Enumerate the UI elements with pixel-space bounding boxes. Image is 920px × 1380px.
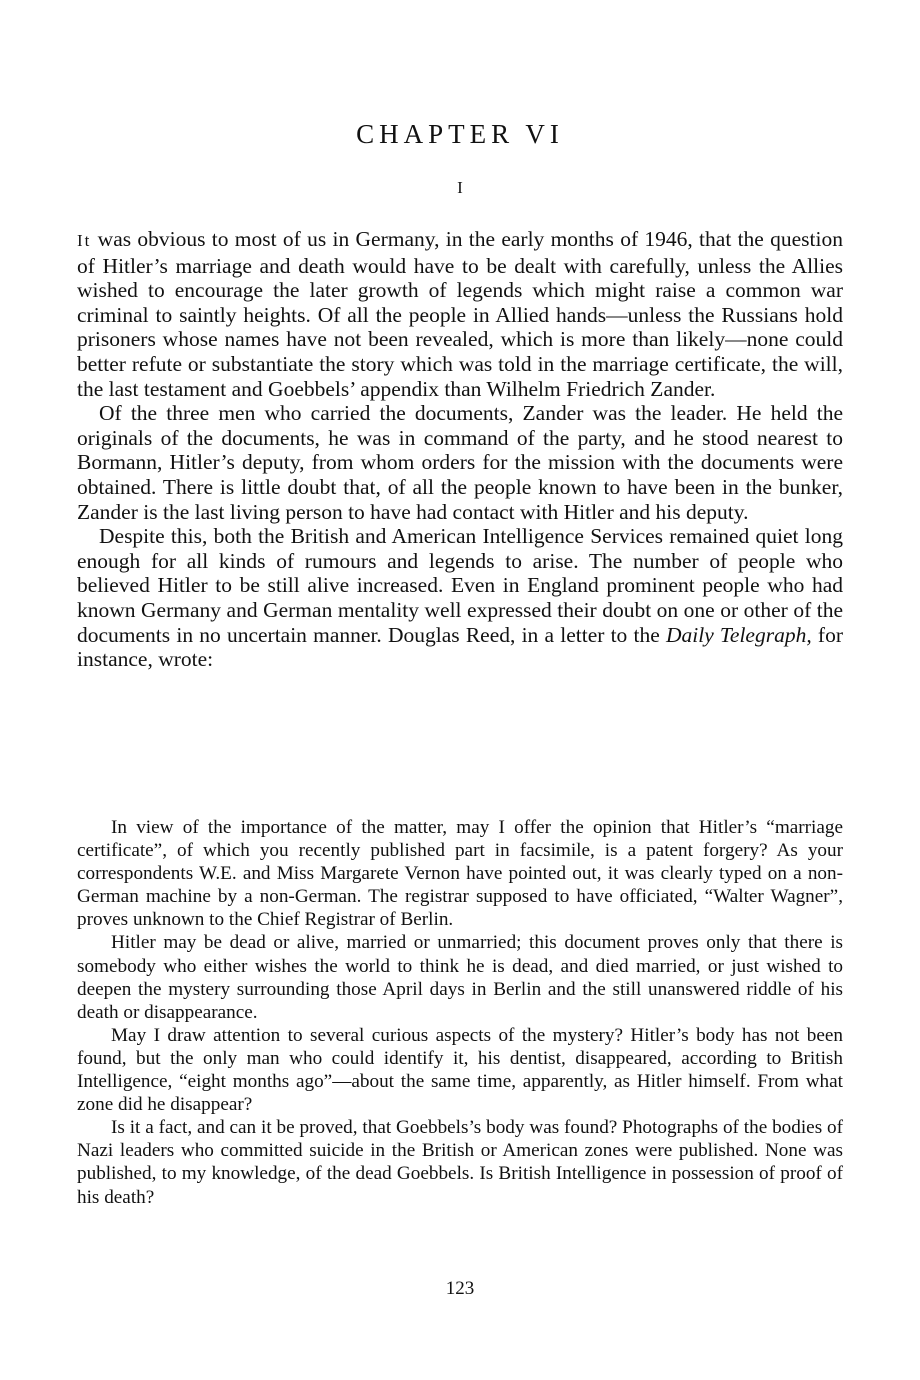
quote-paragraph-2: Hitler may be dead or alive, married or unmarried; this document proves only that there is somebody who either wishes the world to think he is dead, and died married, or just wished to deepen the mystery surrounding those April days in Berlin and the still unanswered riddle of his death or disappearance. bbox=[77, 932, 843, 1023]
quote-paragraph-4: Is it a fact, and can it be proved, that Goebbels’s body was found? Photographs of the bodies of Nazi leaders who committed suicide in the British or American zones were published. None was published, to my knowledge, of the dead Goebbels. Is British Intelligence in possession of proof of his death? bbox=[77, 1117, 843, 1208]
book-page bbox=[77, 0, 843, 1380]
quote-paragraph-1: In view of the importance of the matter, may I offer the opinion that Hitler’s “marriage certificate”, of which you recently published part in facsimile, is a patent forgery? As your correspondents W.E. and Miss Margarete Vernon have pointed out, it was clearly typed on a non-German machine by a non-German. The registrar supposed to have officiated, “Walter Wagner”, proves unknown to the Chief Registrar of Berlin. bbox=[77, 817, 843, 931]
paragraph-3-text: Despite this, both the British and American Intelligence Services remained quiet long enough for all kinds of rumours and legends to arise. The number of people who believed Hitler to be still alive increased. Even in England prominent people who had known Germany and German mentality well expressed their doubt on one or other of the documents in no uncertain manner. Douglas Reed, in a letter to the bbox=[77, 524, 843, 647]
page-number: 123 bbox=[445, 1278, 475, 1299]
paragraph-2: Of the three men who carried the documents, Zander was the leader. He held the originals of the documents, he was in command of the party, and he stood nearest to Bormann, Hitler’s deputy, from whom orders for the mission with the documents were obtained. There is little doubt that, of all the people known to have been in the bunker, Zander is the last living person to have had contact with Hitler and his deputy. bbox=[77, 401, 843, 524]
section-number: I bbox=[457, 178, 463, 197]
paragraph-1 bbox=[77, 227, 843, 401]
quote-paragraph-3: May I draw attention to several curious aspects of the mystery? Hitler’s body has not been found, but the only man who could identify it, his dentist, disappeared, according to British Intelligence, “eight months ago”—about the same time, apparently, as Hitler himself. From what zone did he disappear? bbox=[77, 1024, 843, 1116]
newspaper-title: Daily Telegraph, bbox=[665, 622, 812, 647]
chapter-title: CHAPTER VI bbox=[356, 119, 564, 149]
quoted-letter bbox=[77, 816, 843, 1209]
paragraph-3-end: for instance, wrote: bbox=[77, 622, 843, 672]
paragraph-3 bbox=[77, 524, 843, 672]
paragraph-1-text: was obvious to most of us in Germany, in the early months of 1946, that the question of Hitler’s marriage and death would have to be dealt with carefully, unless the Allies wished to encourage the later growth of legends which might raise a common war criminal to saintly heights. Of all the people in Allied hands—unless the Russians hold prisoners whose names have not been revealed, which is more than likely—none could better refute or substantiate the story which was told in the marriage certificate, the will, the last testament and Goebbels’ appendix than Wilhelm Friedrich Zander. bbox=[77, 227, 843, 401]
body-text bbox=[77, 227, 843, 672]
paragraph-lead-word: It bbox=[77, 231, 92, 250]
